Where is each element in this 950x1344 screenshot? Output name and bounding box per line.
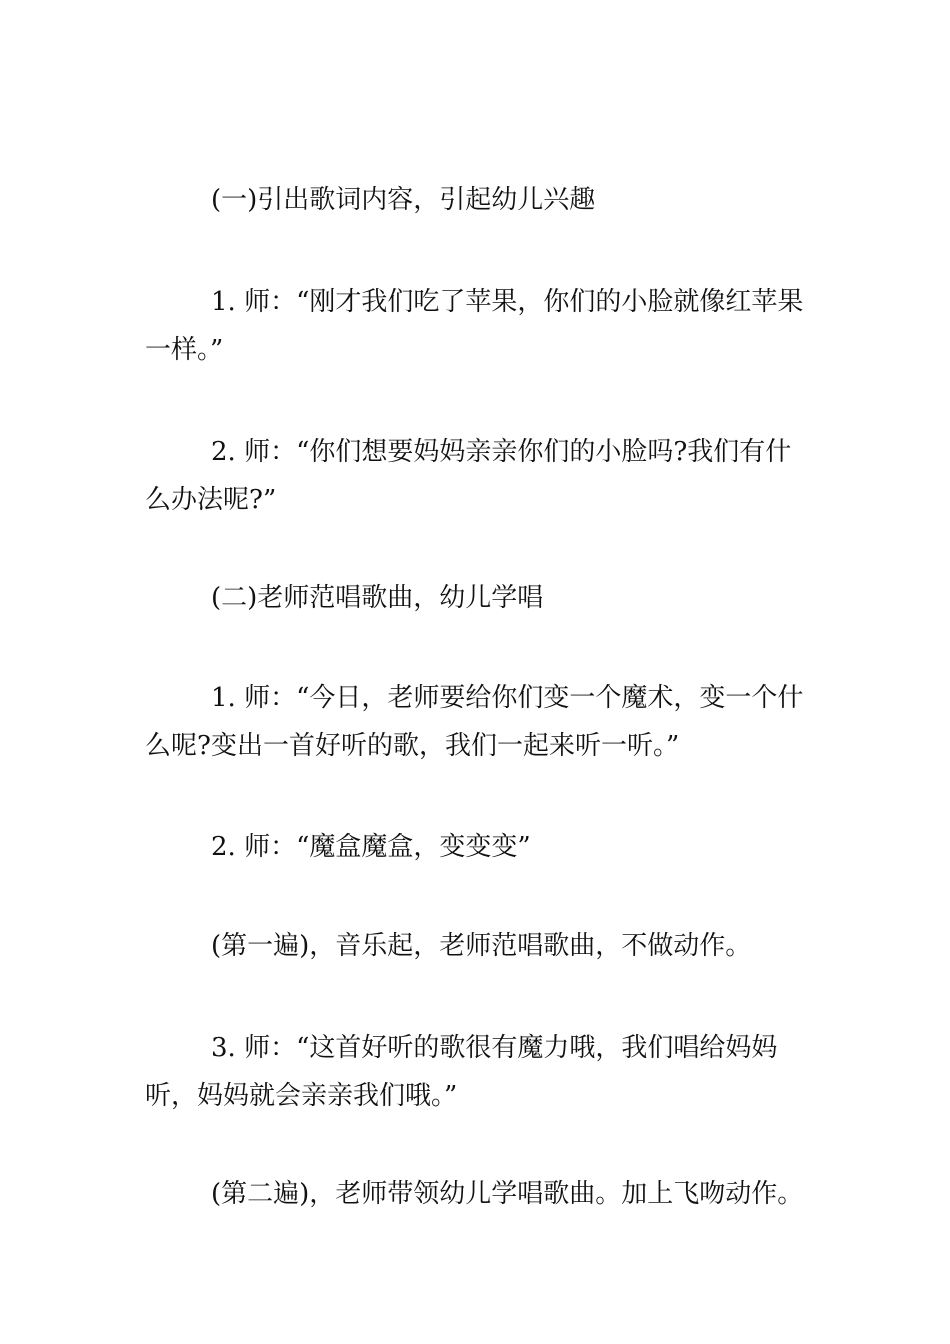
paragraph-7: (第二遍)，老师带领幼儿学唱歌曲。加上飞吻动作。 [211, 1179, 804, 1209]
paragraph-4: 2. 师：“魔盒魔盒，变变变” [211, 832, 531, 862]
paragraph-2: 2. 师：“你们想要妈妈亲亲你们的小脸吗?我们有什么办法呢?” [145, 437, 792, 515]
paragraph-1: 1. 师：“刚才我们吃了苹果，你们的小脸就像红苹果一样。” [145, 287, 804, 365]
section-heading-1: (一)引出歌词内容，引起幼儿兴趣 [211, 185, 596, 215]
paragraph-5: (第一遍)，音乐起，老师范唱歌曲，不做动作。 [211, 931, 752, 961]
paragraph-6: 3. 师：“这首好听的歌很有魔力哦，我们唱给妈妈听，妈妈就会亲亲我们哦。” [145, 1033, 778, 1111]
paragraph-3: 1. 师：“今日，老师要给你们变一个魔术，变一个什么呢?变出一首好听的歌，我们一起来听一听。” [145, 683, 804, 761]
section-heading-2: (二)老师范唱歌曲，幼儿学唱 [211, 583, 544, 613]
